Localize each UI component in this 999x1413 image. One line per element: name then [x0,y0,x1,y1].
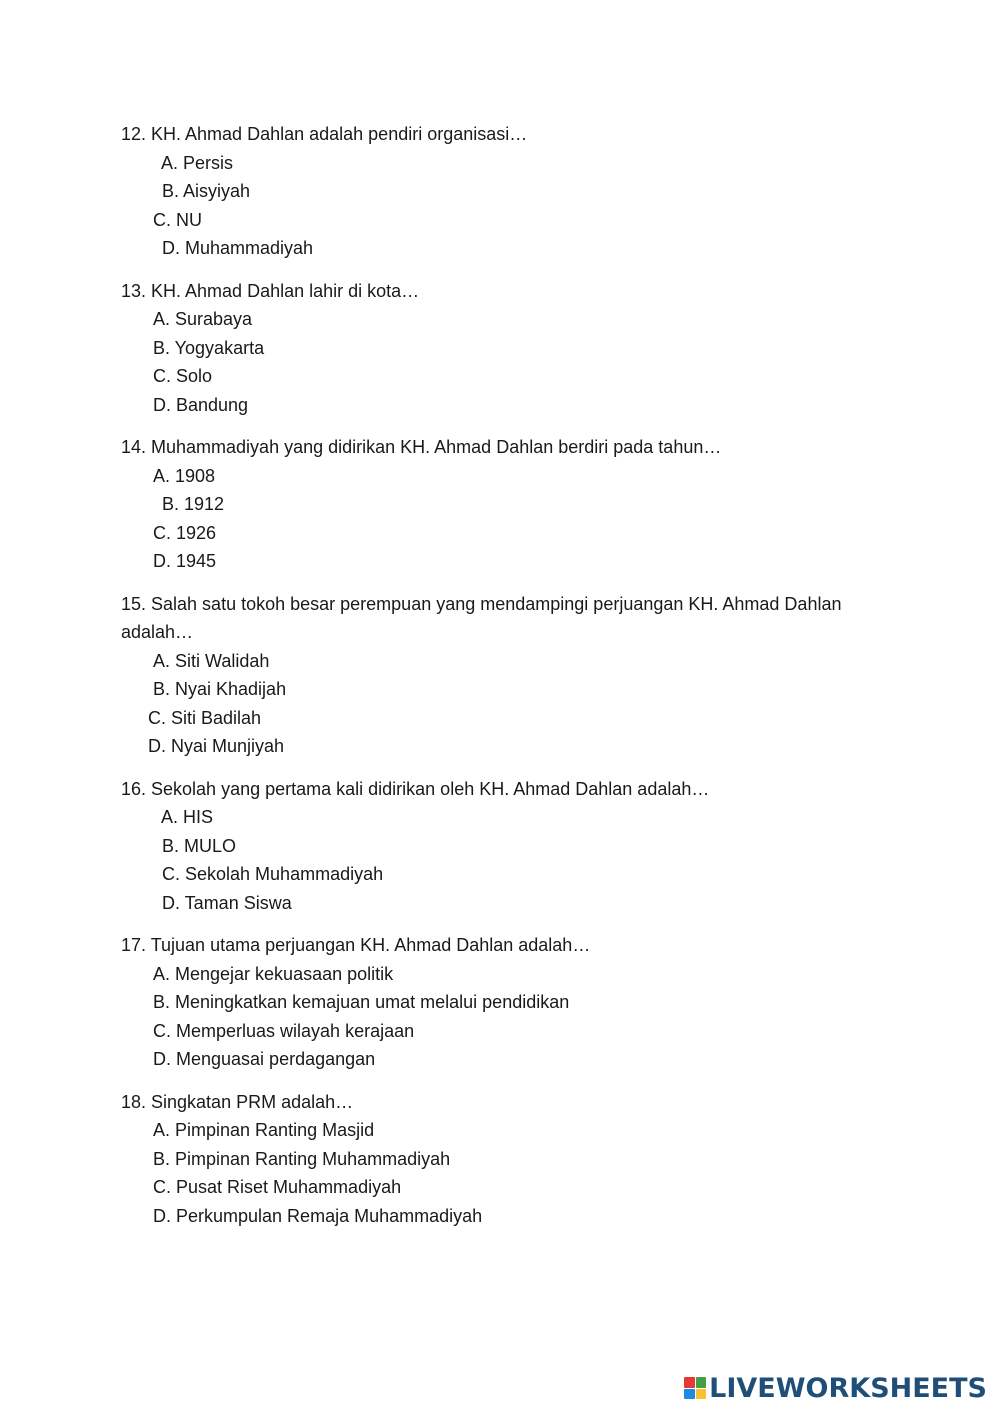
option-b: B. Yogyakarta [153,337,265,358]
logo-square-blue [684,1389,695,1400]
option-b: B. Nyai Khadijah [153,679,287,699]
logo-square-green [696,1377,707,1388]
question-text: 14. Muhammadiyah yang didirikan KH. Ahmad Dahlan berdiri pada tahun… [121,437,722,457]
logo-square-red [684,1377,695,1388]
question-14 [121,433,881,576]
question-13 [121,277,881,420]
option-a: A. Mengejar kekuasaan politik [153,963,394,984]
option-a: A. HIS [157,807,214,827]
question-text: 16. Sekolah yang pertama kali didirikan oleh KH. Ahmad Dahlan adalah… [121,778,710,799]
option-d: D. Nyai Munjiyah [148,736,285,756]
question-18 [121,1088,881,1231]
option-d: D. Menguasai perdagangan [153,1049,376,1069]
option-a: A. Surabaya [153,309,253,329]
option-d: D. Perkumpulan Remaja Muhammadiyah [153,1205,483,1226]
option-c: C. Pusat Riset Muhammadiyah [153,1177,402,1197]
question-17 [121,931,881,1074]
option-list [121,305,881,419]
question-text: 13. KH. Ahmad Dahlan lahir di kota… [121,280,420,301]
option-a: A. Siti Walidah [153,650,270,671]
option-b: B. 1912 [157,494,225,514]
option-b: B. Aisyiyah [157,181,251,201]
option-list [121,960,881,1074]
question-text: 12. KH. Ahmad Dahlan adalah pendiri organisasi… [121,124,528,144]
question-text: 15. Salah satu tokoh besar perempuan yang mendampingi perjuangan KH. Ahmad Dahlan adalah… [121,593,842,642]
question-16 [121,775,881,918]
option-b: B. Meningkatkan kemajuan umat melalui pendidikan [153,992,570,1012]
option-d: D. Taman Siswa [157,892,292,913]
option-c: C. Memperluas wilayah kerajaan [153,1020,415,1041]
option-a: A. 1908 [153,465,216,486]
option-d: D. 1945 [153,551,217,571]
option-list [121,647,881,761]
option-a: A. Persis [157,152,234,173]
question-text: 18. Singkatan PRM adalah… [121,1091,354,1112]
brand-name: LIVEWORKSHEETS [709,1372,987,1404]
question-text: 17. Tujuan utama perjuangan KH. Ahmad Dahlan adalah… [121,935,591,955]
question-15 [121,590,881,761]
option-c: C. NU [153,209,202,230]
option-c: C. Sekolah Muhammadiyah [157,864,384,884]
question-12 [121,120,881,263]
worksheet [121,120,881,1244]
option-c: C. 1926 [153,522,217,543]
option-list [121,1116,881,1230]
option-list [121,803,881,917]
liveworksheets-logo-icon [684,1377,706,1399]
option-list [121,462,881,576]
option-c: C. Solo [153,366,213,386]
option-b: B. Pimpinan Ranting Muhammadiyah [153,1148,451,1169]
liveworksheets-brand [684,1371,987,1405]
option-d: D. Muhammadiyah [157,238,314,258]
option-a: A. Pimpinan Ranting Masjid [153,1120,375,1140]
logo-square-yellow [696,1389,707,1400]
option-b: B. MULO [157,835,237,856]
option-list [121,149,881,263]
option-c: C. Siti Badilah [148,707,262,728]
option-d: D. Bandung [153,394,249,415]
